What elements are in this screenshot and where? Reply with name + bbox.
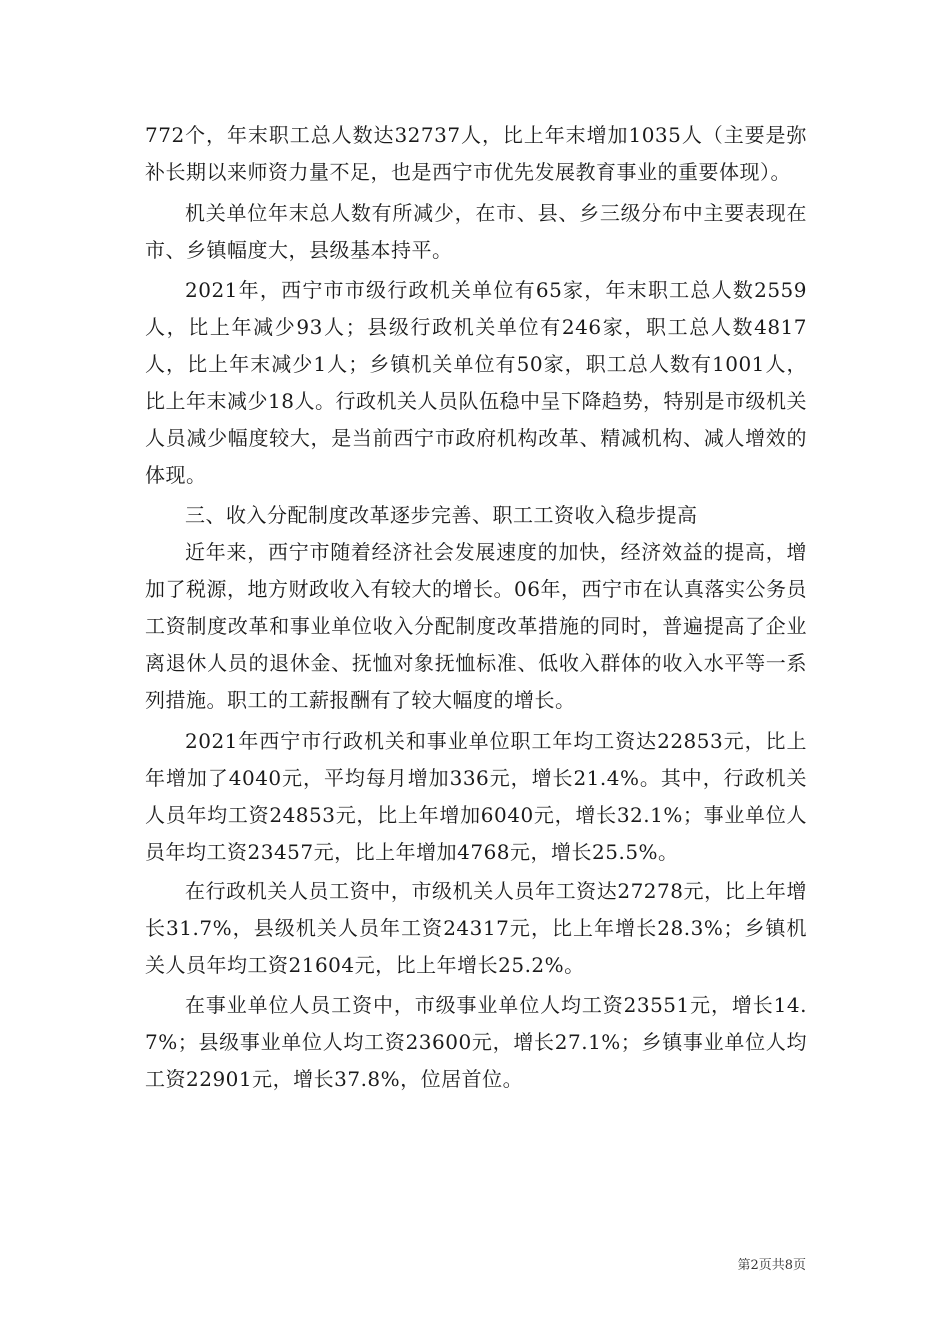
paragraph-average-wage-2021: 2021年西宁市行政机关和事业单位职工年均工资达22853元，比上年增加了4040元，平均每月增加336元，增长21.4%。其中，行政机关人员年均工资24853元，比上年增加6040元，增长32.1%；事业单位人员年均工资23457元，比上年增加4768元，增长25.5%。 — [145, 729, 807, 864]
paragraph-recent-years: 近年来，西宁市随着经济社会发展速度的加快，经济效益的提高，增加了税源，地方财政收入有较大的增长。06年，西宁市在认真落实公务员工资制度改革和事业单位收入分配制度改革措施的同时，普遍提高了企业离退休人员的退休金、抚恤对象抚恤标准、低收入群体的收入水平等一系列措施。职工的工薪报酬有了较大幅度的增长。 — [145, 540, 807, 712]
paragraph-agency-decrease: 机关单位年末总人数有所减少，在市、县、乡三级分布中主要表现在市、乡镇幅度大，县级基本持平。 — [145, 201, 807, 262]
paragraph-institution-wages: 在事业单位人员工资中，市级事业单位人均工资23551元，增长14.7%；县级事业单位人均工资23600元，增长27.1%；乡镇事业单位人均工资22901元，增长37.8%，位居首位。 — [145, 993, 807, 1091]
paragraph-agency-staff-2021: 2021年，西宁市市级行政机关单位有65家，年末职工总人数2559人，比上年减少93人；县级行政机关单位有246家，职工总人数4817人，比上年末减少1人；乡镇机关单位有50家，职工总人数有1001人，比上年末减少18人。行政机关人员队伍稳中呈下降趋势，特别是市级机关人员减少幅度较大，是当前西宁市政府机构改革、精减机构、减人增效的体现。 — [145, 278, 807, 487]
page-number: 第2页共8页 — [737, 1258, 806, 1273]
paragraph-continuation: 772个，年末职工总人数达32737人，比上年末增加1035人（主要是弥补长期以来师资力量不足，也是西宁市优先发展教育事业的重要体现）。 — [145, 123, 807, 184]
document-body — [145, 117, 807, 1098]
paragraph-agency-wages: 在行政机关人员工资中，市级机关人员年工资达27278元，比上年增长31.7%，县级机关人员年工资24317元，比上年增长28.3%；乡镇机关人员年均工资21604元，比上年增长25.2%。 — [145, 879, 807, 977]
section-heading-income-reform: 三、收入分配制度改革逐步完善、职工工资收入稳步提高 — [185, 503, 698, 527]
